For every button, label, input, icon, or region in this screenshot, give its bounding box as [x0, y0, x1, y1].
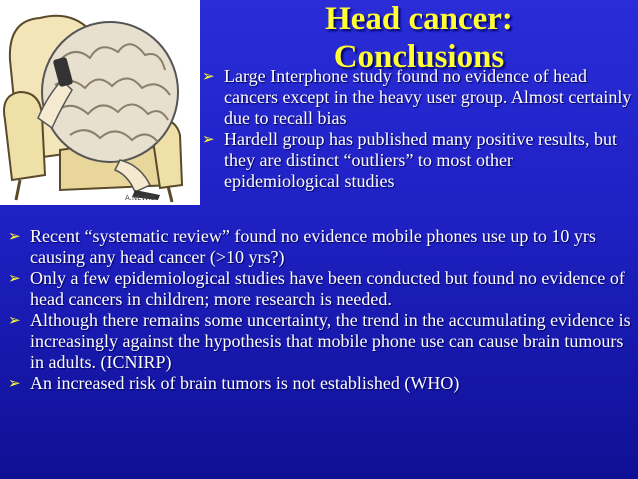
- bottom-bullet-list: [8, 226, 634, 394]
- list-item: [8, 310, 634, 373]
- list-item: [8, 373, 634, 394]
- cartoon-brain-phone-icon: [0, 0, 200, 205]
- list-item: [8, 268, 634, 310]
- slide-title: [200, 0, 638, 76]
- illustration-signature: A.NEWIS: [125, 194, 155, 202]
- bullet-text: Only a few epidemiological studies have been conducted but found no evidence of head cancers in children; more research is needed.: [30, 268, 625, 309]
- bullet-text: Although there remains some uncertainty, the trend in the accumulating evidence is increasingly against the hypothesis that mobile phone use can cause brain tumours in adults. (ICNIRP): [30, 310, 631, 372]
- list-item: [202, 129, 632, 192]
- list-item: [202, 66, 632, 129]
- brain-in-armchair-illustration: [0, 0, 200, 205]
- title-line-2: Conclusions: [333, 39, 505, 75]
- arrow-bullet-icon: ➢: [202, 130, 215, 148]
- right-bullet-list: [202, 66, 632, 192]
- bullet-text: Recent “systematic review” found no evidence mobile phones use up to 10 yrs causing any head cancer (>10 yrs?): [30, 226, 596, 267]
- arrow-bullet-icon: ➢: [202, 67, 215, 85]
- arrow-bullet-icon: ➢: [8, 227, 21, 245]
- bullet-text: An increased risk of brain tumors is not established (WHO): [30, 373, 460, 393]
- title-line-1: Head cancer:: [325, 1, 513, 37]
- list-item: [8, 226, 634, 268]
- arrow-bullet-icon: ➢: [8, 269, 21, 287]
- bullet-text: Hardell group has published many positive results, but they are distinct “outliers” to most other epidemiological studies: [224, 129, 617, 191]
- bullet-text: Large Interphone study found no evidence of head cancers except in the heavy user group. Almost certainly due to recall bias: [224, 66, 632, 128]
- arrow-bullet-icon: ➢: [8, 374, 21, 392]
- arrow-bullet-icon: ➢: [8, 311, 21, 329]
